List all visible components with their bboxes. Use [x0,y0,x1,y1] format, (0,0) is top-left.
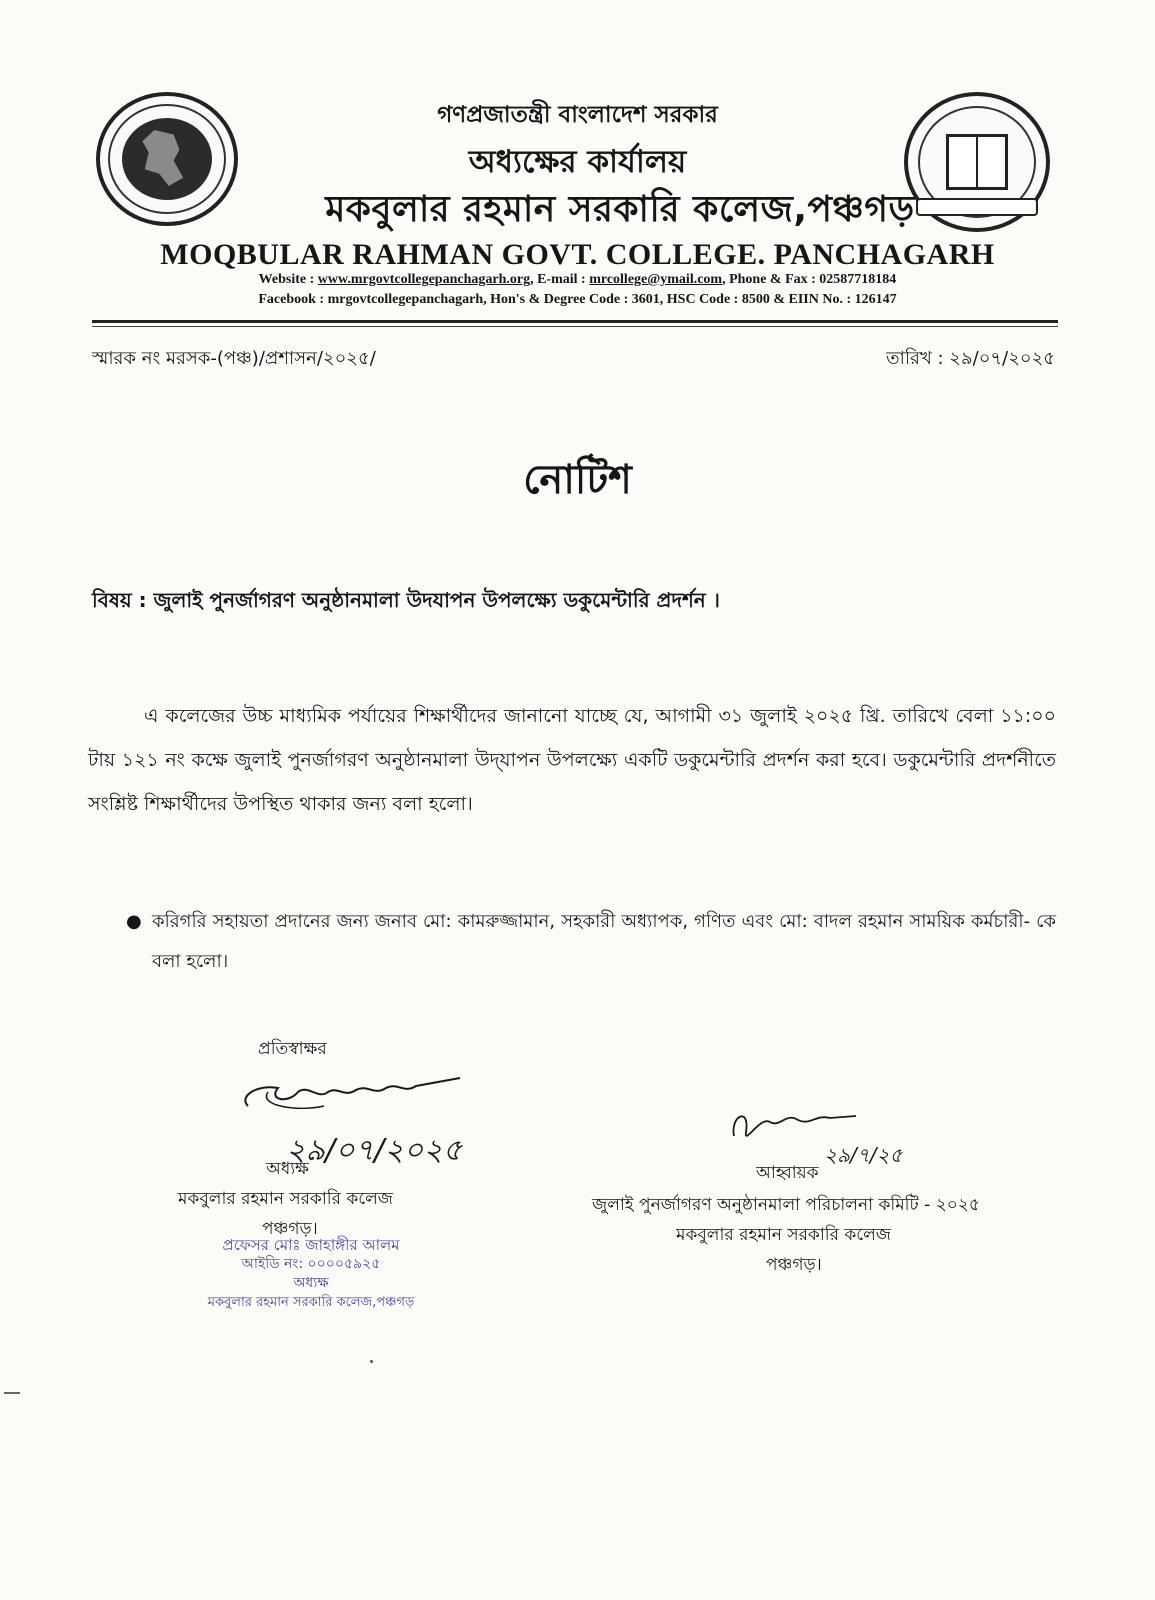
principal-college: মকবুলার রহমান সরকারি কলেজ [178,1189,393,1209]
website-link[interactable]: www.mrgovtcollegepanchagarh.org [317,272,531,287]
website-label: Website : [258,272,318,287]
memo-number: স্মারক নং মরসক-(পঞ্চ)/প্রশাসন/২০২৫/ [92,348,376,369]
email-label: , E-mail : [530,272,590,287]
bullet-icon: ● [126,911,142,932]
paper-mark [4,1392,20,1394]
principal-title: অধ্যক্ষ [266,1159,309,1179]
principal-signature-date: ২৯/০৭/২০২৫ [286,1133,463,1168]
convener-title: আহ্বায়ক [756,1163,819,1183]
stamp-name: প্রফেসর মোঃ জাহাঙ্গীর আলম [222,1236,400,1254]
notice-body: এ কলেজের উচ্চ মাধ্যমিক পর্যায়ের শিক্ষার্থীদের জানানো যাচ্ছে যে, আগামী ৩১ জুলাই ২০২৫ খ্রি. তারিখে বেলা ১১:০০ টায় ১২১ নং কক্ষে জুলাই পুনর্জাগরণ অনুষ্ঠানমালা উদ্‌যাপন উপলক্ষ্যে একটি ডকুমেন্টারি প্রদর্শন করা হবে। ডকুমেন্টারি প্রদর্শনীতে সংশ্লিষ্ট শিক্ষার্থীদের উপস্থিত থাকার জন্য বলা হলো। [88,705,1056,815]
email-link[interactable]: mrcollege@ymail.com [589,272,723,287]
codes-line: Facebook : mrgovtcollegepanchagarh, Hon's & Degree Code : 3601, HSC Code : 8500 & EIIN No. : 126147 [258,292,897,307]
paper-speck [370,1360,373,1363]
stamp-id: আইডি নং: ০০০০৫৯২৫ [241,1256,381,1272]
contact-line [0,272,1155,288]
stamp-title: অধ্যক্ষ [293,1275,329,1291]
principal-stamp [196,1236,426,1312]
convener-college: মকবুলার রহমান সরকারি কলেজ [676,1225,891,1245]
phone-fax: , Phone & Fax : 02587718184 [722,272,897,287]
stamp-college: মকবুলার রহমান সরকারি কলেজ,পঞ্চগড় [207,1295,415,1310]
convener-signature-date: ২৯/৭/২৫ [824,1143,903,1167]
header-divider [92,320,1058,323]
government-line: গণপ্রজাতন্ত্রী বাংলাদেশ সরকার [437,102,718,128]
principal-place: পঞ্চগড়। [262,1219,318,1239]
college-name-english: MOQBULAR RAHMAN GOVT. COLLEGE. PANCHAGARH [160,238,995,271]
bullet-text: করিগরি সহায়তা প্রদানের জন্য জনাব মো: কামরুজ্জামান, সহকারী অধ্যাপক, গণিত এবং মো: বাদল রহমান সাময়িক কর্মচারী- কে বলা হলো। [152,911,1056,972]
convener-place: পঞ্চগড়। [766,1255,822,1275]
header-divider-thin [92,326,1058,327]
notice-date: তারিখ : ২৯/০৭/২০২৫ [886,348,1055,369]
committee-name: জুলাই পুনর্জাগরণ অনুষ্ঠানমালা পরিচালনা কমিটি - ২০২৫ [592,1195,980,1215]
notice-title: নোটিশ [523,457,632,503]
office-line: অধ্যক্ষের কার্যালয় [468,144,687,180]
list-item [126,902,1056,982]
college-name-bangla: মকবুলার রহমান সরকারি কলেজ,পঞ্চগড় [325,189,915,230]
notice-subject: বিষয় : জুলাই পুনর্জাগরণ অনুষ্ঠানমালা উদযাপন উপলক্ষ্যে ডকুমেন্টারি প্রদর্শন । [92,588,720,612]
countersignature-label: প্রতিস্বাক্ষর [258,1039,327,1059]
